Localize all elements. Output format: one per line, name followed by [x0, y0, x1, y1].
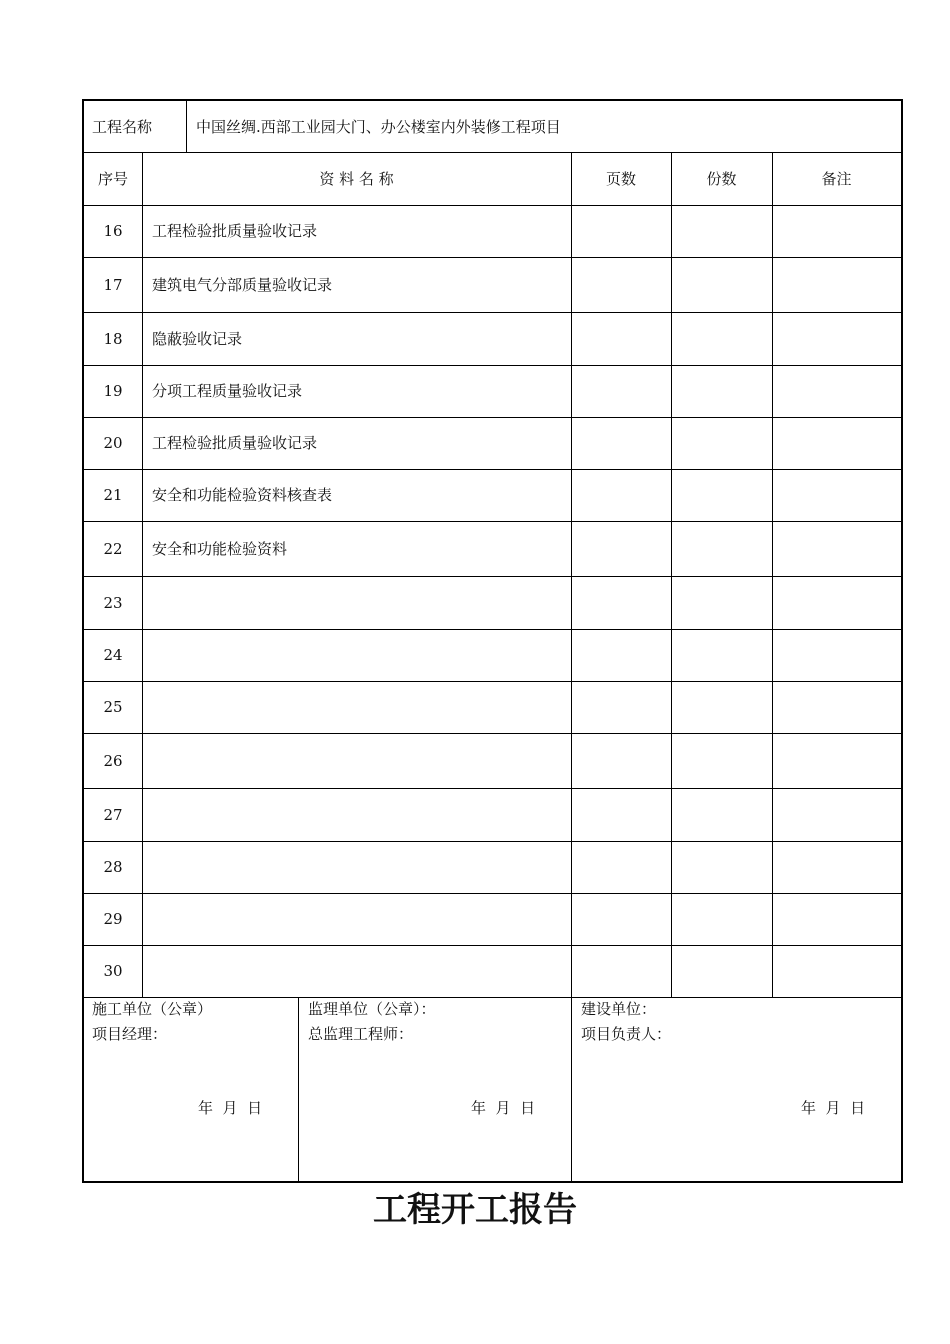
row-number: 27	[103, 806, 123, 824]
row-number: 26	[103, 752, 123, 770]
row-number: 20	[103, 434, 123, 452]
table-rule	[84, 841, 901, 842]
row-number: 16	[103, 222, 123, 240]
header-copies: 份数	[706, 170, 737, 188]
row-number: 17	[103, 276, 123, 294]
header-pages: 页数	[605, 170, 636, 188]
supervisor-unit-label: 监理单位（公章）：	[308, 1000, 436, 1018]
row-number: 19	[103, 382, 123, 400]
contractor-signer-label: 项目经理：	[92, 1025, 168, 1043]
contractor-date-label: 年 月 日	[198, 1099, 263, 1117]
client-date-label: 年 月 日	[801, 1099, 866, 1117]
table-rule	[84, 893, 901, 894]
row-document-name: 分项工程质量验收记录	[152, 382, 303, 400]
table-rule	[84, 681, 901, 682]
row-document-name: 安全和功能检验资料核查表	[152, 486, 333, 504]
header-no: 序号	[97, 170, 128, 188]
row-document-name: 工程检验批质量验收记录	[152, 434, 318, 452]
row-number: 24	[103, 646, 123, 664]
document-form-table	[82, 99, 903, 1183]
header-document-name: 资 料 名 称	[319, 170, 394, 188]
row-number: 29	[103, 910, 123, 928]
contractor-unit-label: 施工单位（公章）	[92, 1000, 213, 1018]
column-rule	[142, 152, 143, 997]
client-unit-label: 建设单位：	[581, 1000, 657, 1018]
row-number: 30	[103, 962, 123, 980]
table-rule	[84, 257, 901, 258]
column-rule	[186, 101, 187, 152]
table-rule	[84, 205, 901, 206]
table-rule	[84, 576, 901, 577]
table-rule	[84, 733, 901, 734]
table-rule	[84, 365, 901, 366]
header-remarks: 备注	[821, 170, 852, 188]
client-signer-label: 项目负责人：	[581, 1025, 672, 1043]
row-document-name: 工程检验批质量验收记录	[152, 222, 318, 240]
table-rule	[84, 521, 901, 522]
table-rule	[84, 152, 901, 153]
row-number: 28	[103, 858, 123, 876]
row-document-name: 隐蔽验收记录	[152, 330, 243, 348]
table-rule	[84, 945, 901, 946]
supervisor-signer-label: 总监理工程师：	[308, 1025, 414, 1043]
column-rule	[571, 997, 572, 1181]
row-number: 21	[103, 486, 123, 504]
next-page-title: 工程开工报告	[373, 1190, 577, 1230]
column-rule	[772, 152, 773, 997]
row-number: 25	[103, 698, 123, 716]
table-rule	[84, 469, 901, 470]
column-rule	[671, 152, 672, 997]
table-rule	[84, 312, 901, 313]
row-number: 18	[103, 330, 123, 348]
row-document-name: 建筑电气分部质量验收记录	[152, 276, 333, 294]
row-document-name: 安全和功能检验资料	[152, 540, 288, 558]
table-rule	[84, 788, 901, 789]
column-rule	[571, 152, 572, 997]
row-number: 22	[103, 540, 123, 558]
supervisor-date-label: 年 月 日	[471, 1099, 536, 1117]
project-name-label: 工程名称	[92, 118, 153, 136]
column-rule	[298, 997, 299, 1181]
table-rule	[84, 417, 901, 418]
row-number: 23	[103, 594, 123, 612]
table-rule	[84, 629, 901, 630]
project-name-value: 中国丝绸.西部工业园大门、办公楼室内外装修工程项目	[196, 118, 561, 136]
